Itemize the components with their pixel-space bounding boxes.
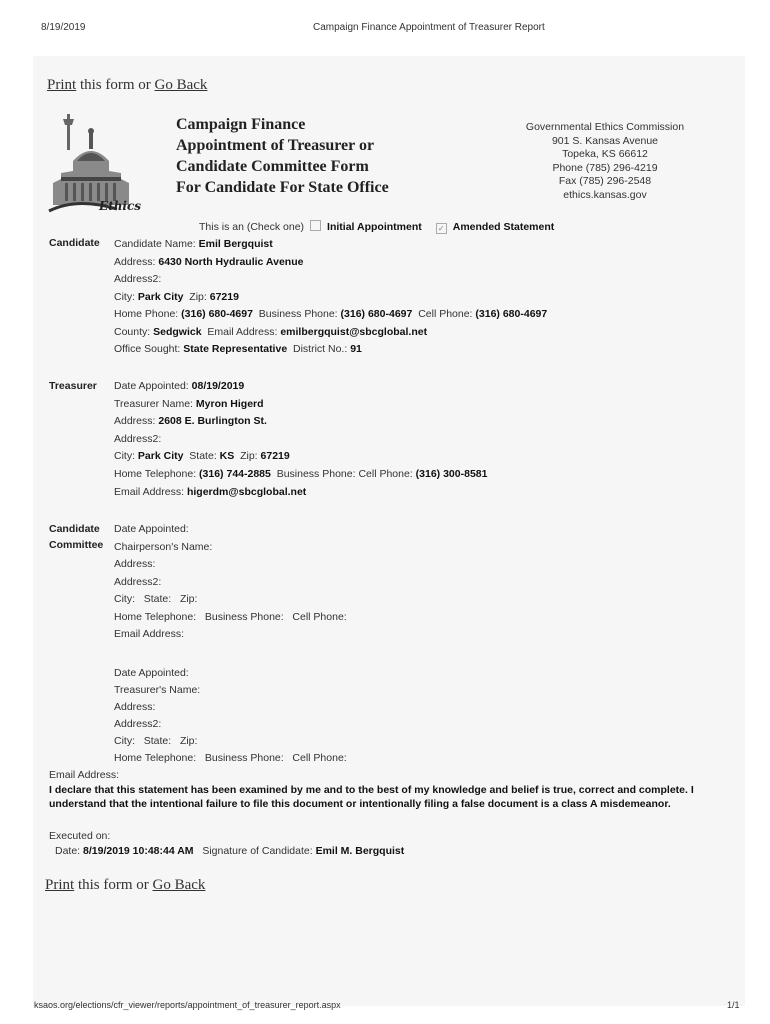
check-one-prompt: This is an (Check one) (199, 221, 305, 233)
treasurer-address-row (114, 415, 267, 427)
committee-phones-row (114, 611, 347, 623)
candidate-business-phone-label: Business Phone: (258, 308, 338, 320)
treasurer-state: KS (219, 450, 235, 462)
candidate-zip: 67219 (209, 291, 239, 303)
committee-treasurer-date-label: Date Appointed: (114, 667, 189, 679)
signature-label: Signature of Candidate: (202, 845, 313, 857)
treasurer-date: 08/19/2019 (191, 380, 245, 392)
amended-statement-checkbox[interactable]: ✓ (436, 223, 447, 234)
candidate-name: Emil Bergquist (198, 238, 273, 250)
go-back-link-bottom[interactable]: Go Back (152, 877, 206, 893)
candidate-city: Park City (137, 291, 184, 303)
candidate-phones-row (114, 308, 547, 320)
treasurer-state-label: State: (189, 450, 217, 462)
treasurer-cell-label: Cell Phone: (358, 468, 413, 480)
committee-treasurer-phones-row (114, 752, 347, 764)
candidate-business-phone: (316) 680-4697 (340, 308, 413, 320)
committee-city-line: City: State: Zip: (114, 593, 198, 605)
committee-date-label: Date Appointed: (114, 523, 189, 535)
agency-street: 901 S. Kansas Avenue (551, 134, 659, 147)
treasurer-cell: (316) 300-8581 (415, 468, 488, 480)
committee-email-row (114, 628, 184, 640)
print-link-bottom[interactable]: Print (45, 877, 75, 893)
treasurer-name-label: Treasurer Name: (114, 398, 193, 410)
committee-treasurer-phone-line: Home Telephone: Business Phone: Cell Phone: (114, 752, 347, 764)
form-title-line-4: For Candidate For State Office (176, 179, 389, 196)
candidate-address2-row (114, 273, 161, 285)
treasurer-address: 2608 E. Burlington St. (158, 415, 267, 427)
treasurer-home-label: Home Telephone: (114, 468, 197, 480)
treasurer-date-row (114, 380, 244, 392)
treasurer-section-label: Treasurer (49, 380, 97, 392)
execution-row (55, 845, 404, 857)
execution-date: 8/19/2019 10:48:44 AM (83, 845, 194, 857)
print-link[interactable]: Print (47, 77, 77, 93)
treasurer-zip: 67219 (260, 450, 290, 462)
committee-city-row (114, 593, 197, 605)
ethics-seal-logo (47, 113, 142, 213)
committee-email-label: Email Address: (114, 628, 185, 640)
committee-date-row (114, 523, 189, 535)
print-date: 8/19/2019 (41, 22, 86, 33)
committee-treasurer-address2-row (114, 718, 161, 730)
candidate-county-label: County: (114, 326, 151, 338)
initial-appointment-label: Initial Appointment (327, 221, 422, 233)
candidate-city-row (114, 291, 239, 303)
form-title-line-1: Campaign Finance (176, 116, 306, 133)
committee-treasurer-address-label: Address: (114, 701, 156, 713)
candidate-cell-phone: (316) 680-4697 (475, 308, 548, 320)
candidate-zip-label: Zip: (189, 291, 207, 303)
treasurer-phones-row (114, 468, 487, 480)
committee-section-label-line-2: Committee (49, 539, 104, 551)
candidate-address-label: Address: (114, 256, 156, 268)
initial-appointment-checkbox[interactable] (310, 220, 321, 231)
bottom-nav (45, 877, 205, 894)
candidate-home-phone: (316) 680-4697 (181, 308, 253, 320)
treasurer-email-label: Email Address: (114, 486, 185, 498)
candidate-section-label: Candidate (49, 237, 100, 249)
go-back-link[interactable]: Go Back (154, 77, 208, 93)
treasurer-home: (316) 744-2885 (199, 468, 271, 480)
committee-treasurer-city-row (114, 735, 197, 747)
treasurer-email-row (114, 486, 306, 498)
treasurer-business-label: Business Phone: (276, 468, 356, 480)
candidate-district: 91 (350, 343, 362, 355)
print-page-count: 1/1 (727, 1000, 740, 1010)
executed-on-row (49, 830, 110, 842)
candidate-office-label: Office Sought: (114, 343, 181, 355)
nav-separator-text-bottom: this form or (74, 877, 153, 893)
candidate-county: Sedgwick (153, 326, 202, 338)
declaration-text: I declare that this statement has been examined by me and to the best of my knowledge and belief is true, correct and complete. I understand that the intentional failure to file this document or intentionally filing a false document is a class A misdemeanor. (49, 784, 694, 810)
committee-treasurer-address2-label: Address2: (114, 718, 162, 730)
email-address-label: Email Address: (49, 769, 120, 781)
candidate-county-row (114, 326, 427, 338)
committee-treasurer-address-row (114, 701, 155, 713)
committee-chair-row (114, 541, 212, 553)
candidate-email-label: Email Address: (207, 326, 278, 338)
candidate-name-label: Candidate Name: (114, 238, 196, 250)
agency-website: ethics.kansas.gov (563, 188, 647, 201)
candidate-address-row (114, 256, 303, 268)
agency-name: Governmental Ethics Commission (525, 121, 685, 133)
treasurer-email: higerdm@sbcglobal.net (186, 486, 307, 498)
print-url: ksaos.org/elections/cfr_viewer/reports/appointment_of_treasurer_report.aspx (34, 1000, 341, 1010)
committee-address-label: Address: (114, 558, 156, 570)
committee-phone-line: Home Telephone: Business Phone: Cell Phone: (114, 611, 347, 623)
committee-address-row (114, 558, 155, 570)
candidate-city-label: City: (114, 291, 135, 303)
candidate-signature: Emil M. Bergquist (315, 845, 405, 857)
treasurer-zip-label: Zip: (240, 450, 258, 462)
treasurer-address2-row (114, 433, 161, 445)
treasurer-city-label: City: (114, 450, 135, 462)
committee-address2-row (114, 576, 161, 588)
treasurer-city: Park City (137, 450, 184, 462)
agency-city: Topeka, KS 66612 (562, 148, 648, 160)
form-title-line-2: Appointment of Treasurer or (176, 137, 375, 154)
treasurer-city-row (114, 450, 290, 462)
candidate-email: emilbergquist@sbcglobal.net (280, 326, 428, 338)
committee-address2-label: Address2: (114, 576, 162, 588)
candidate-office: State Representative (183, 343, 288, 355)
executed-on-label: Executed on: (49, 830, 111, 842)
committee-treasurer-name-label: Treasurer's Name: (114, 684, 201, 696)
committee-section-label-line-1: Candidate (49, 523, 100, 535)
email-address-row (49, 769, 119, 781)
committee-section-label (49, 521, 103, 553)
seal-lettering: Ethics (99, 199, 142, 213)
treasurer-address-label: Address: (114, 415, 156, 427)
nav-separator-text: this form or (76, 77, 155, 93)
committee-treasurer-name-row (114, 684, 200, 696)
committee-treasurer-date-row (114, 667, 189, 679)
treasurer-address2-label: Address2: (114, 433, 162, 445)
print-page-title: Campaign Finance Appointment of Treasurer Report (313, 22, 545, 33)
agency-fax: Fax (785) 296-2548 (558, 175, 652, 187)
candidate-office-row (114, 343, 362, 355)
candidate-address: 6430 North Hydraulic Avenue (158, 256, 304, 268)
treasurer-name: Myron Higerd (195, 398, 264, 410)
form-title-line-3: Candidate Committee Form (176, 158, 369, 175)
candidate-name-row (114, 238, 273, 250)
agency-phone: Phone (785) 296-4219 (552, 161, 658, 174)
top-nav (47, 77, 207, 94)
candidate-home-phone-label: Home Phone: (114, 308, 179, 320)
execution-date-label: Date: (55, 845, 81, 857)
amended-statement-label: Amended Statement (452, 221, 555, 233)
agency-address-block (505, 121, 705, 202)
candidate-district-label: District No.: (293, 343, 348, 355)
candidate-address2-label: Address2: (114, 273, 162, 285)
candidate-cell-phone-label: Cell Phone: (418, 308, 473, 320)
treasurer-name-row (114, 398, 264, 410)
check-one-row (199, 220, 554, 234)
committee-chair-label: Chairperson's Name: (114, 541, 213, 553)
form-title (176, 114, 389, 198)
committee-treasurer-city-line: City: State: Zip: (114, 735, 198, 747)
treasurer-date-label: Date Appointed: (114, 380, 189, 392)
